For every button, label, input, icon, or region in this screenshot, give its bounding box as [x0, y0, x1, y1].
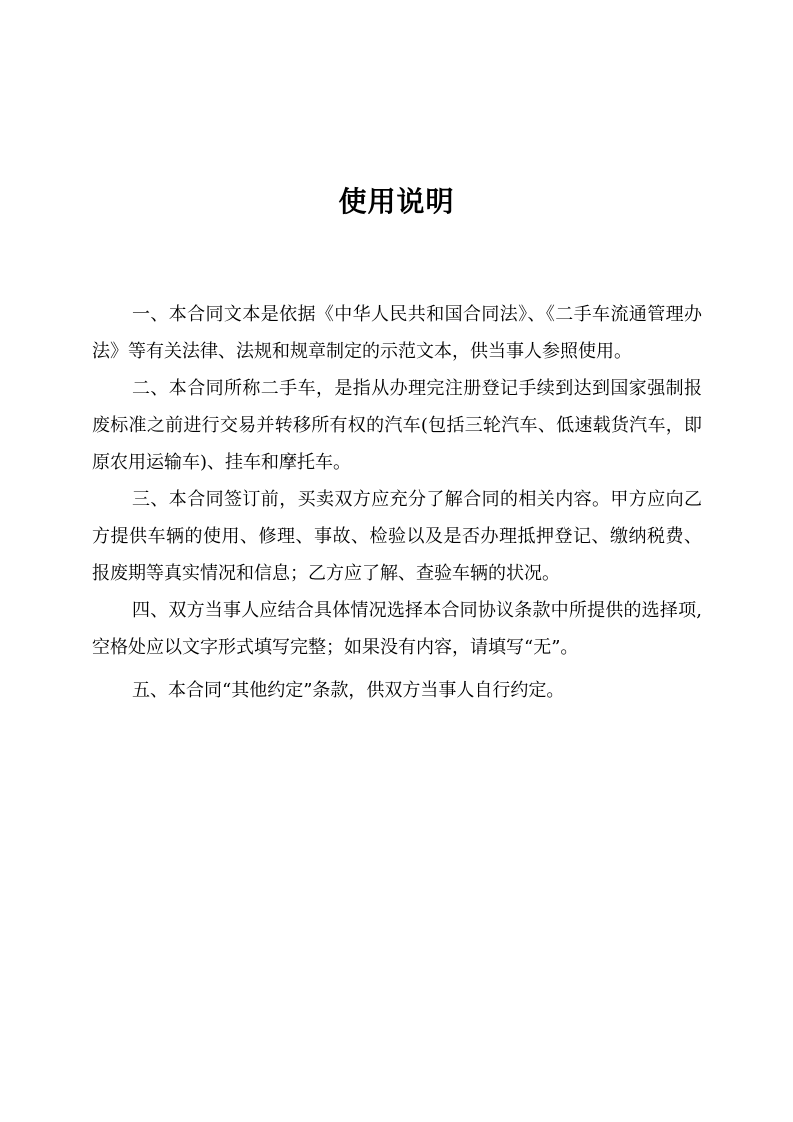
page-title: 使用说明	[338, 185, 455, 218]
paragraph-2: 二、本合同所称二手车，是指从办理完注册登记手续到达到国家强制报废标准之前进行交易并转移所有权的汽车(包括三轮汽车、低速载货汽车，即原农用运输车)、挂车和摩托车。	[92, 378, 702, 473]
paragraph-1: 一、本合同文本是依据《中华人民共和国合同法》、《二手车流通管理办法》等有关法律、法规和规章制定的示范文本，供当事人参照使用。	[92, 304, 702, 362]
instructions-body	[92, 296, 702, 709]
paragraph-4: 四、双方当事人应结合具体情况选择本合同协议条款中所提供的选择项,空格处应以文字形式填写完整；如果没有内容，请填写“无”。	[92, 600, 702, 658]
paragraph-5: 五、本合同“其他约定”条款，供双方当事人自行约定。	[132, 680, 565, 701]
paragraph-3: 三、本合同签订前，买卖双方应充分了解合同的相关内容。甲方应向乙方提供车辆的使用、修理、事故、检验以及是否办理抵押登记、缴纳税费、报废期等真实情况和信息；乙方应了解、查验车辆的状况。	[92, 489, 702, 584]
